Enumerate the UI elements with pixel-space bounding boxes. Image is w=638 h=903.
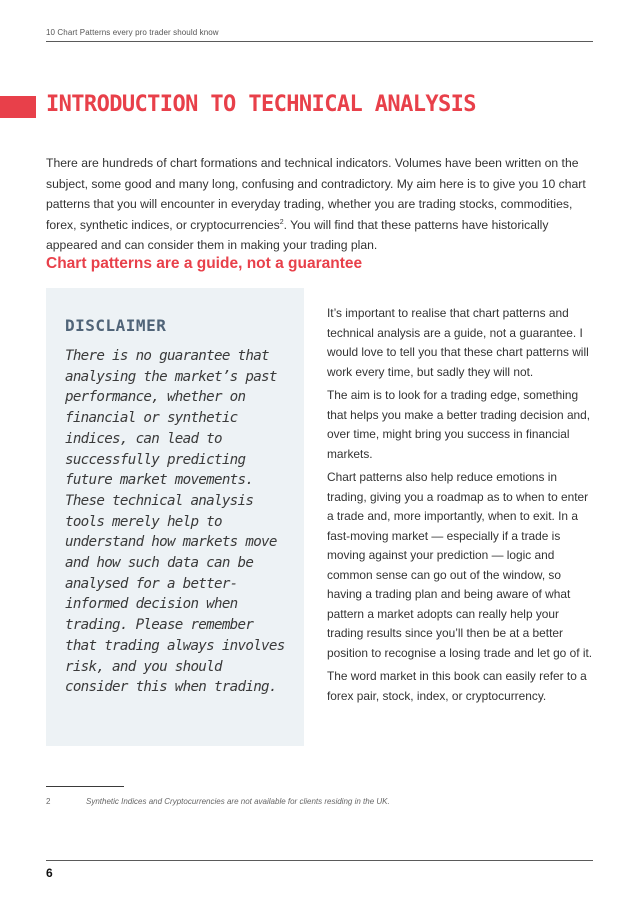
page-number: 6 [46, 866, 53, 880]
footnote-reference: 2 [279, 218, 284, 226]
disclaimer-box [46, 288, 304, 746]
page-title: INTRODUCTION TO TECHNICAL ANALYSIS [46, 92, 476, 117]
right-column [327, 304, 595, 710]
intro-text-end: . You will find that these patterns have historically appeared and can consider them in making your trading plan. [46, 217, 549, 253]
footnote [46, 797, 390, 806]
running-head: 10 Chart Patterns every pro trader should know [46, 28, 219, 37]
intro-paragraph [46, 153, 598, 256]
footnote-text: Synthetic Indices and Cryptocurrencies are not available for clients residing in the UK. [86, 797, 390, 806]
disclaimer-title: DISCLAIMER [65, 316, 167, 335]
intro-text-start: There are hundreds of chart formations and technical indicators. Volumes have been written on the subject, some good and many long, confusing and contradictory. My aim here is to give you 10 chart patterns that you will encounter in everyday trading, whether you are trading stocks, commodities, forex, synthetic indices, or cryptocurrencies [46, 156, 586, 232]
body-paragraph: The aim is to look for a trading edge, something that helps you make a better trading decision and, over time, might bring you success in financial markets. [327, 388, 591, 461]
accent-bar [0, 96, 36, 118]
footnote-rule [46, 786, 124, 787]
header-rule [46, 41, 593, 42]
footnote-number: 2 [46, 797, 51, 806]
body-paragraph: It’s important to realise that chart patterns and technical analysis are a guide, not a guarantee. I would love to tell you that these chart patterns will work every time, but sadly they will not. [327, 306, 589, 379]
footer-rule [46, 860, 593, 861]
body-paragraph: The word market in this book can easily refer to a forex pair, stock, index, or cryptocurrency. [327, 669, 587, 703]
body-paragraph: Chart patterns also help reduce emotions in trading, giving you a roadmap as to when to enter a trade and, more importantly, when to exit. In a fast-moving market — especially if a trade is moving against your prediction — logic and common sense can go out of the window, so having a trading plan and being aware of what pattern a market adopts can really help your trading results since you’ll then be at a better position to recognise a losing trade and let go of it. [327, 470, 593, 660]
section-subheading: Chart patterns are a guide, not a guarantee [46, 255, 363, 272]
disclaimer-body: There is no guarantee that analysing the market’s past performance, whether on financial or synthetic indices, can lead to successfully predicting future market movements. These technical analysis tools merely help to understand how markets move and how such data can be analysed for a better-informed decision when trading. Please remember that trading always involves risk, and you should consider this when trading. [65, 348, 285, 696]
